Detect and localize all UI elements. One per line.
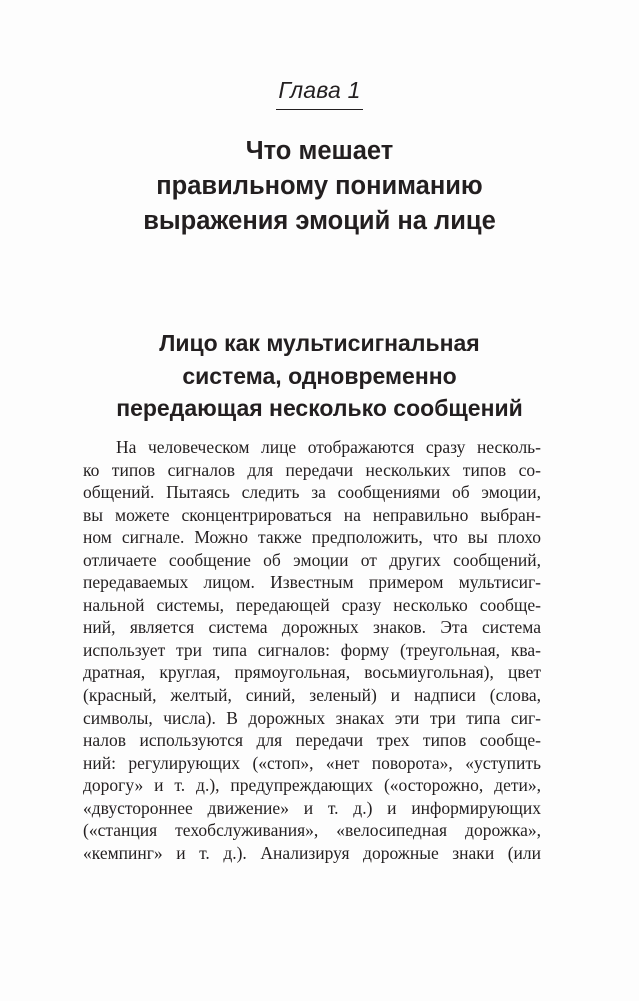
chapter-label-block — [0, 77, 639, 110]
chapter-label: Глава 1 — [276, 77, 362, 110]
body-line: ний: регулирующих («стоп», «нет поворота», «уступить — [83, 752, 541, 773]
body-line: ний, является система дорожных знаков. Эта система — [83, 617, 541, 638]
section-title-line: Лицо как мультисигнальная — [159, 330, 480, 356]
body-line: дратная, круглая, прямоугольная, восьмиугольная), цвет — [83, 662, 541, 683]
chapter-title-line: выражения эмоций на лице — [143, 207, 496, 235]
body-line: ко типов сигналов для передачи нескольких типов со- — [83, 459, 541, 480]
body-line: ном сигнале. Можно также предположить, что вы плохо — [83, 527, 541, 548]
section-title-line: система, одновременно — [182, 362, 457, 389]
body-line: «кемпинг» и т. д.). Анализируя дорожные знаки (или — [83, 842, 541, 863]
body-line: отличаете сообщение об эмоции от других сообщений, — [83, 549, 541, 570]
chapter-title-line: правильному пониманию — [156, 172, 483, 200]
section-title — [40, 327, 599, 425]
body-line: передаваемых лицом. Известным примером мультисиг- — [83, 572, 541, 593]
chapter-title-line: Что мешает — [245, 137, 394, 165]
body-line: На человеческом лице отображаются сразу несколь- — [116, 437, 541, 457]
body-line: налов используются для передачи трех типов сообще- — [83, 730, 541, 751]
body-line: общений. Пытаясь следить за сообщениями об эмоции, — [83, 482, 541, 503]
body-line: нальной системы, передающей сразу несколько сообще- — [83, 594, 541, 615]
body-line: («станция техобслуживания», «велосипедная дорожка», — [83, 820, 541, 841]
body-line: символы, числа). В дорожных знаках эти три типа сиг- — [83, 707, 541, 728]
body-line: использует три типа сигналов: форму (треугольная, ква- — [83, 639, 541, 660]
section-title-line: передающая несколько сообщений — [116, 395, 523, 421]
body-line: дорогу» и т. д.), предупреждающих («осторожно, дети», — [83, 775, 541, 796]
body-line: «двустороннее движение» и т. д.) и информирующих — [83, 797, 541, 818]
chapter-title — [40, 134, 599, 239]
body-line: вы можете сконцентрироваться на неправильно выбран- — [83, 504, 541, 525]
body-paragraph — [83, 436, 541, 864]
body-line: (красный, желтый, синий, зеленый) и надписи (слова, — [83, 685, 541, 706]
